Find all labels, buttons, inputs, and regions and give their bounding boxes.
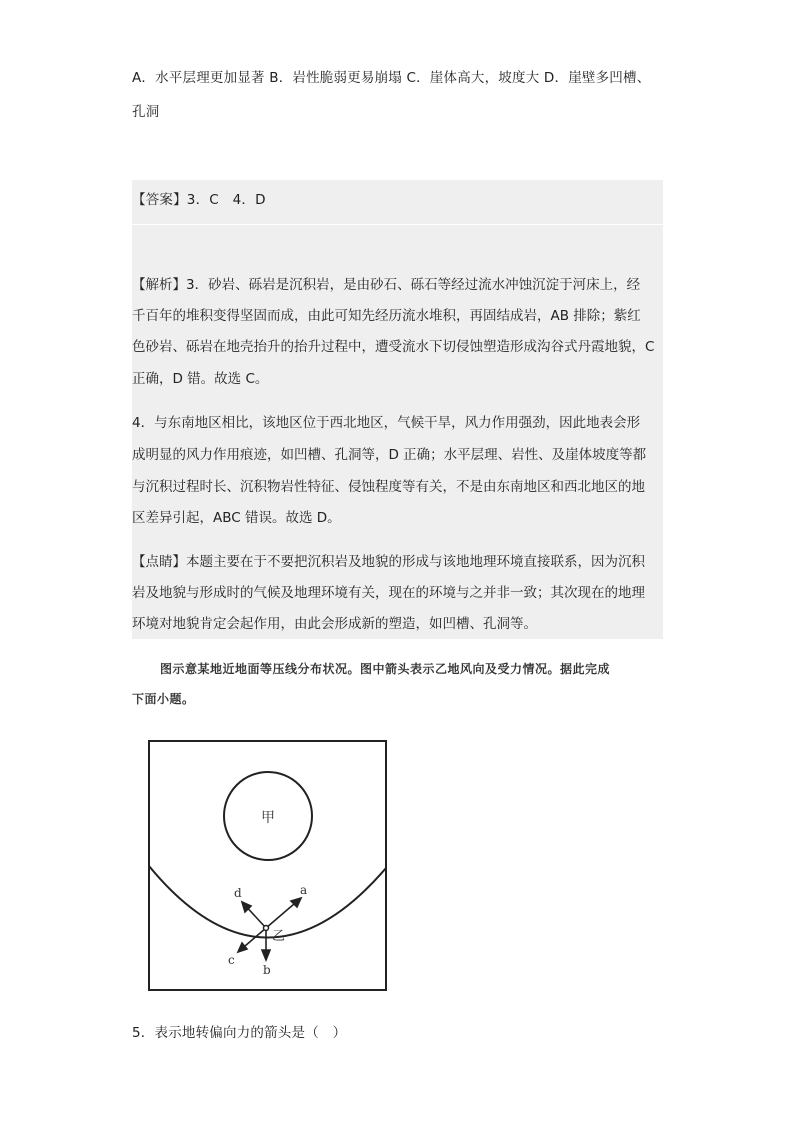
analysis-line: 区差异引起，ABC 错误。故选 D。 <box>132 510 341 526</box>
figure-intro-line-1: 图示意某地近地面等压线分布状况。图中箭头表示乙地风向及受力情况。据此完成 <box>160 662 611 676</box>
circle-label: 甲 <box>261 810 275 826</box>
arrow-c-label: c <box>228 953 235 967</box>
analysis-line: 4．与东南地区相比，该地区位于西北地区，气候干旱，风力作用强劲，因此地表会形 <box>132 415 641 431</box>
comment-line: 岩及地貌与形成时的气候及地理环境有关，现在的环境与之并非一致；其次现在的地理 <box>132 585 645 601</box>
point-yi <box>264 926 269 931</box>
figure-intro-line-2: 下面小题。 <box>132 692 195 706</box>
analysis-line: 【解析】3．砂岩、砾岩是沉积岩，是由砂石、砾石等经过流水冲蚀沉淀于河床上，经 <box>132 277 641 293</box>
option-line-1: A．水平层理更加显著 B．岩性脆弱更易崩塌 C．崖体高大，坡度大 D．崖壁多凹槽、 <box>132 70 651 86</box>
analysis-line: 色砂岩、砾岩在地壳抬升的抬升过程中，遭受流水下切侵蚀塑造形成沟谷式丹霞地貌，C <box>132 339 655 355</box>
question-5: 5．表示地转偏向力的箭头是（ ） <box>132 1025 347 1041</box>
arrow-b-label: b <box>263 963 271 977</box>
force-arrows <box>238 898 301 960</box>
isobar-figure <box>146 738 390 994</box>
comment-line: 【点睛】本题主要在于不要把沉积岩及地貌的形成与该地地理环境直接联系，因为沉积 <box>132 554 645 570</box>
option-line-2: 孔洞 <box>132 104 160 120</box>
analysis-line: 与沉积过程时长、沉积物岩性特征、侵蚀程度等有关，不是由东南地区和西北地区的地 <box>132 479 645 495</box>
arrow-c-head <box>238 943 247 952</box>
point-label: 乙 <box>272 929 286 944</box>
analysis-line: 千百年的堆积变得坚固而成，由此可知先经历流水堆积，再固结成岩，AB 排除；紫红 <box>132 308 641 324</box>
comment-line: 环境对地貌肯定会起作用，由此会形成新的塑造，如凹槽、孔洞等。 <box>132 616 537 632</box>
answer-text: 【答案】3．C 4．D <box>132 192 266 208</box>
arrow-b-head <box>262 950 270 960</box>
analysis-line: 成明显的风力作用痕迹，如凹槽、孔洞等，D 正确；水平层理、岩性、及崖体坡度等都 <box>132 447 647 463</box>
analysis-line: 正确，D 错。故选 C。 <box>132 371 269 387</box>
arrow-a-label: a <box>300 883 308 897</box>
arrow-d-label: d <box>234 886 242 900</box>
